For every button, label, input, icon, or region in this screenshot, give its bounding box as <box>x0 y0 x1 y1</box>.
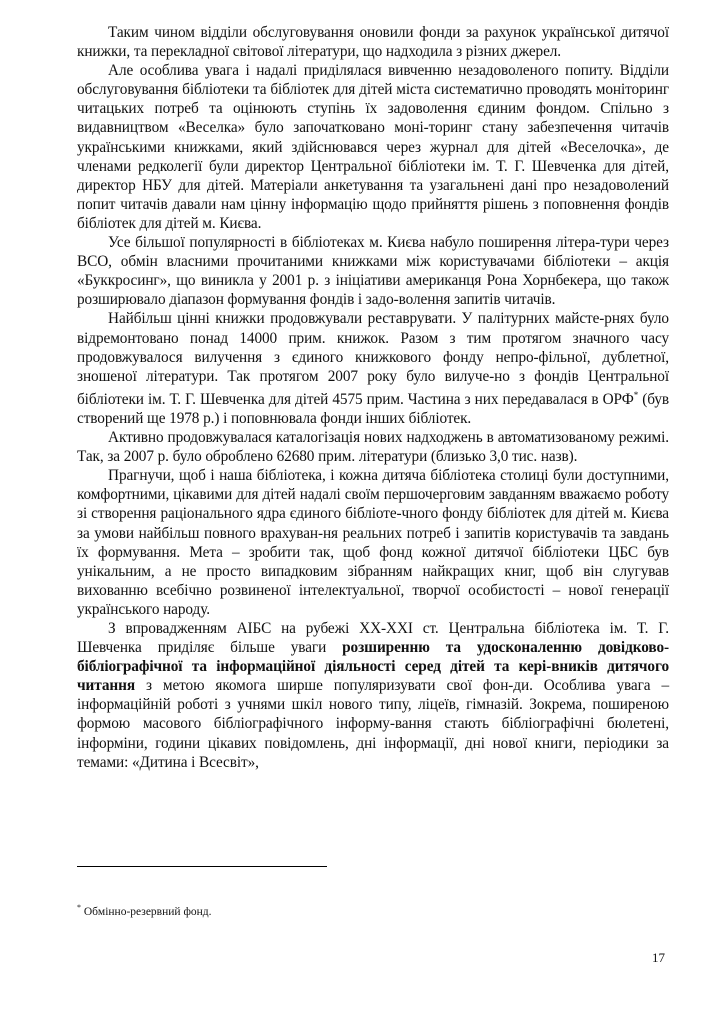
bold-text: розширенню та удосконаленню довідково-бібліографічної та інформаційної діяльності серед дітей та кері-вників дитячого читання <box>77 639 669 695</box>
text-run: Прагнучи, щоб і наша бібліотека, і кожна дитяча бібліотека столиці були доступними, комфортними, цікавими для дітей надалі своїм першочерговим завданням вважаємо роботу зі створення раціонального ядра єдиного бібліоте-чного фонду бібліотек для дітей м. Києва за умови найбільш повного врахуван-ня реальних потреб і запитів користувачів та завдань їх формування. Мета – зробити так, щоб фонд кожної дитячої бібліотеки ЦБС був унікальним, а не просто випадковим зібранням найкращих книг, щоб він слугував вихованню всебічно розвиненої інтелектуальної, творчої особистості – нової генерації українського народу. <box>77 467 669 618</box>
body-text <box>77 23 669 772</box>
text-run: Активно продовжувалася каталогізація нових надходжень в автоматизованому режимі. Так, за 2007 р. було оброблено 62680 прим. літератури (близько 3,0 тис. назв). <box>77 429 669 466</box>
paragraph <box>77 309 669 428</box>
paragraph <box>77 23 669 61</box>
paragraph <box>77 466 669 619</box>
footnote-text: Обмінно-резервний фонд. <box>81 905 212 918</box>
footnote-separator <box>77 866 327 867</box>
text-run: Усе більшої популярності в бібліотеках м. Києва набуло поширення літера-тури через ВСО, обмін власними прочитаними книжками між користувачами бібліотеки – акція «Буккросинг», що виникла у 2001 р. з ініціативи американця Рона Хорнбекера, що також розширювало діапазон формування фондів і задо-волення запитів читачів. <box>77 234 669 309</box>
text-run: (був створений ще 1978 р.) і поповнювала фонди інших бібліотек. <box>77 390 669 427</box>
text-run: Але особлива увага і надалі приділялася вивченню незадоволеного попиту. Відділи обслуговування бібліотеки та бібліотек для дітей міста систематично проводять моніторинг читацьких потреб та оцінюють ступінь їх задоволення єдиним фондом. Спільно з видавництвом «Веселка» було започатковано моні-торинг стану забезпечення читачів українськими книжками, який здійснювався через журнал для дітей «Веселочка», де членами редколегії були директор Центральної бібліотеки ім. Т. Г. Шевченка для дітей, директор НБУ для дітей. Матеріали анкетування та узагальнені дані про незадоволений попит читачів давали нам цінну інформацію щодо прийняття рішень з поповнення фондів бібліотек для дітей м. Києва. <box>77 62 669 232</box>
page-number: 17 <box>652 950 665 965</box>
text-run: Таким чином відділи обслуговування оновили фонди за рахунок української дитячої книжки, та перекладної світової літератури, що надходила з різних джерел. <box>77 24 669 61</box>
footnote-marker: * <box>77 903 81 912</box>
footnote-reference: * <box>633 389 639 400</box>
text-run: Найбільш цінні книжки продовжували реставрувати. У палітурних майсте-рнях було відремонтовано понад 14000 прим. книжок. Разом з тим протягом значного часу продовжувалося вилучення з єдиного книжкового фонду непро-фільної, дублетної, зношеної літератури. Так протягом 2007 року було вилуче-но з фондів Центральної бібліотеки ім. Т. Г. Шевченка для дітей 4575 прим. Частина з них передавалася в ОРФ <box>77 310 669 408</box>
paragraph <box>77 619 669 772</box>
paragraph <box>77 61 669 233</box>
footnote <box>77 901 637 919</box>
paragraph <box>77 233 669 309</box>
paragraph <box>77 428 669 466</box>
text-run: з метою якомога ширше популяризувати свої фон-ди. Особлива увага – інформаційній роботі з учнями шкіл нового типу, ліцеїв, гімназій. Зокрема, поширеною формою масового бібліографічного інформу-вання стають бібліографічні бюлетені, інформіни, години цікавих повідомлень, дні інформації, дні нової книги, періодики за темами: «Дитина і Всесвіт», <box>77 677 669 771</box>
text-run: З впровадженням АІБС на рубежі ХХ-ХХІ ст. Центральна бібліотека ім. Т. Г. Шевченка приділяє більше уваги <box>77 620 669 657</box>
